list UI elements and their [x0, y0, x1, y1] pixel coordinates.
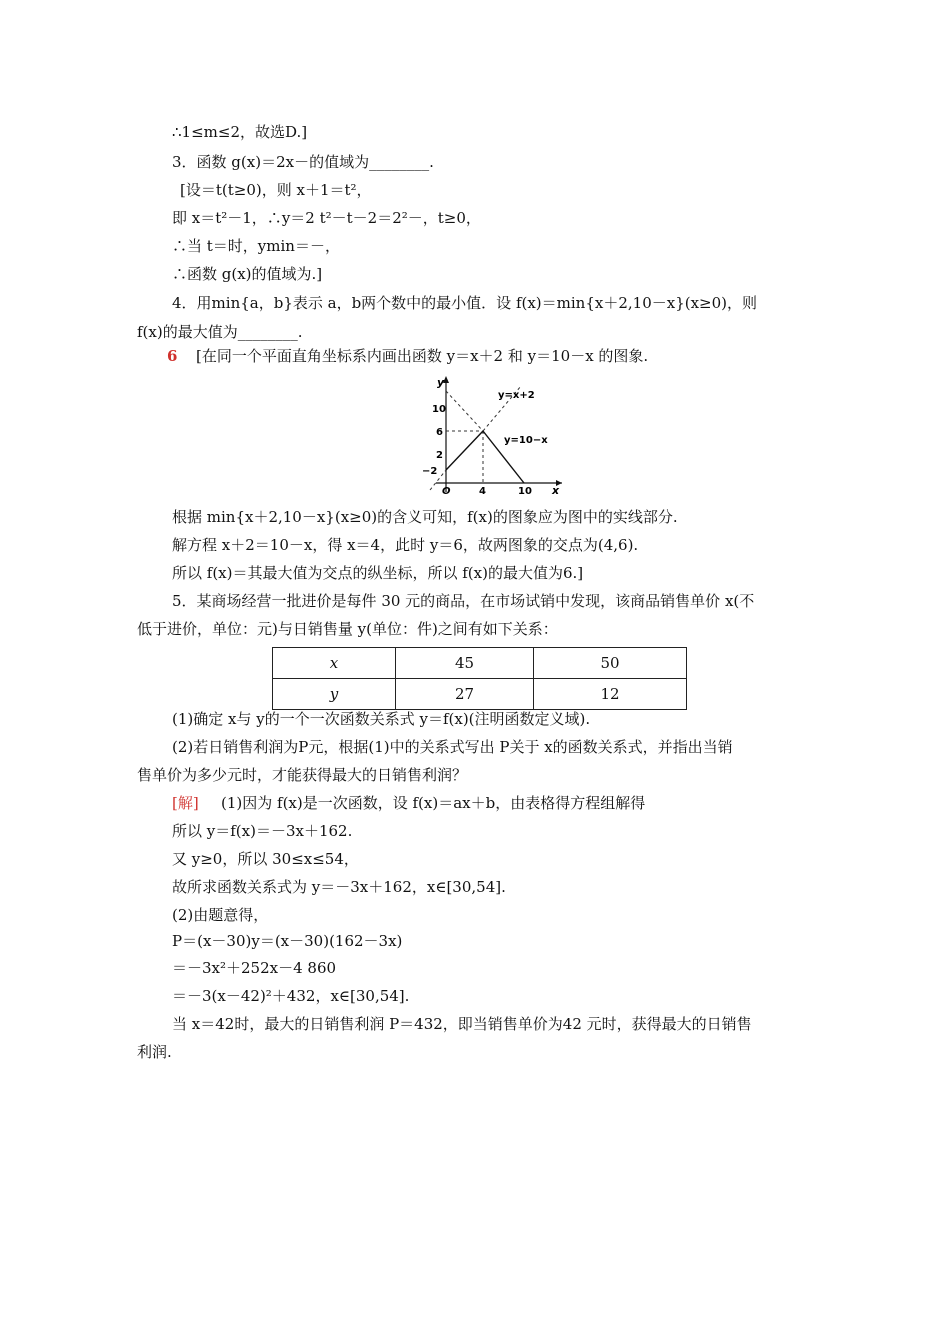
tick-y6: 6	[436, 427, 443, 438]
line2-label: y=10−x	[504, 435, 548, 446]
question-5-part2-cont: 售单价为多少元时，才能获得最大的日销售利润？	[137, 766, 468, 784]
table-cell: 45	[396, 648, 534, 679]
solution-line: 所以 y＝f(x)＝－3x＋162.	[172, 822, 353, 840]
solution-line: 即 x＝t²－1，∴y＝2 t²－t－2＝2²－，t≥0，	[172, 209, 481, 227]
text-line-1: ∴1≤m≤2，故选D.]	[172, 123, 308, 141]
dashed-line-2	[446, 391, 483, 431]
question-3: 3．函数 g(x)＝2x－的值域为________.	[172, 153, 434, 171]
y-axis-label: y	[437, 376, 445, 389]
question-5: 5．某商场经营一批进价是每件 30 元的商品，在市场试销中发现，该商品销售单价 x(不	[172, 592, 755, 610]
question-5-part2: (2)若日销售利润为P元，根据(1)中的关系式写出 P关于 x的函数关系式，并指出当销	[172, 738, 733, 756]
solution-line: (1)因为 f(x)是一次函数，设 f(x)＝ax＋b，由表格得方程组解得	[221, 794, 646, 812]
solution-line: ＝－3x²＋252x－4 860	[172, 959, 337, 977]
question-5-part1: (1)确定 x与 y的一个一次函数关系式 y＝f(x)(注明函数定义域).	[172, 710, 591, 728]
tick-y10: 10	[432, 404, 446, 415]
table-cell: x	[273, 648, 396, 679]
table-cell: 50	[534, 648, 687, 679]
question-4-cont: f(x)的最大值为________.	[137, 323, 303, 341]
table-row	[273, 679, 687, 710]
solution-line: ＝－3(x－42)²＋432，x∈[30,54].	[172, 987, 410, 1005]
solution-line: 解方程 x＋2＝10－x，得 x＝4，此时 y＝6，故两图象的交点为(4,6).	[172, 536, 639, 554]
solution-line: P＝(x－30)y＝(x－30)(162－3x)	[172, 932, 403, 950]
question-4: 4．用min{a，b}表示 a，b两个数中的最小值．设 f(x)＝min{x＋2,10－x}(x≥0)，则	[172, 294, 758, 312]
table-cell: 27	[396, 679, 534, 710]
solution-line: 又 y≥0，所以 30≤x≤54，	[172, 850, 359, 868]
answer-value: 6	[167, 347, 178, 365]
solid-line-1	[446, 431, 483, 470]
solution-line: [在同一个平面直角坐标系内画出函数 y＝x＋2 和 y＝10－x 的图象.	[196, 347, 649, 365]
solution-line: 根据 min{x＋2,10－x}(x≥0)的含义可知，f(x)的图象应为图中的实线部分.	[172, 508, 678, 526]
solution-line: 当 x＝42时，最大的日销售利润 P＝432，即当销售单价为42 元时，获得最大的日销售	[172, 1015, 752, 1033]
line1-label: y=x+2	[498, 390, 535, 401]
table-row	[273, 648, 687, 679]
origin-label: O	[442, 486, 451, 495]
tick-x4: 4	[479, 486, 486, 495]
solution-line: ∴当 t＝时，ymin＝－，	[172, 237, 340, 255]
solution-line: ∴函数 g(x)的值域为.]	[172, 265, 323, 283]
solution-line: 利润.	[137, 1043, 172, 1061]
table-cell: y	[273, 679, 396, 710]
data-table	[272, 647, 687, 710]
table-cell: 12	[534, 679, 687, 710]
solution-line: 故所求函数关系式为 y＝－3x＋162，x∈[30,54].	[172, 878, 506, 896]
function-graph	[418, 370, 568, 495]
tick-x10: 10	[518, 486, 532, 495]
question-5-cont: 低于进价，单位：元)与日销售量 y(单位：件)之间有如下关系：	[137, 620, 558, 638]
solution-tag: [解]	[172, 794, 199, 812]
solution-line: (2)由题意得，	[172, 906, 269, 924]
tick-y2: 2	[436, 450, 443, 461]
tick-xm2: −2	[422, 466, 438, 477]
solution-line: 所以 f(x)＝其最大值为交点的纵坐标，所以 f(x)的最大值为6.]	[172, 564, 584, 582]
solution-line: [设＝t(t≥0)，则 x＋1＝t²，	[180, 181, 372, 199]
x-axis-label: x	[552, 484, 560, 495]
